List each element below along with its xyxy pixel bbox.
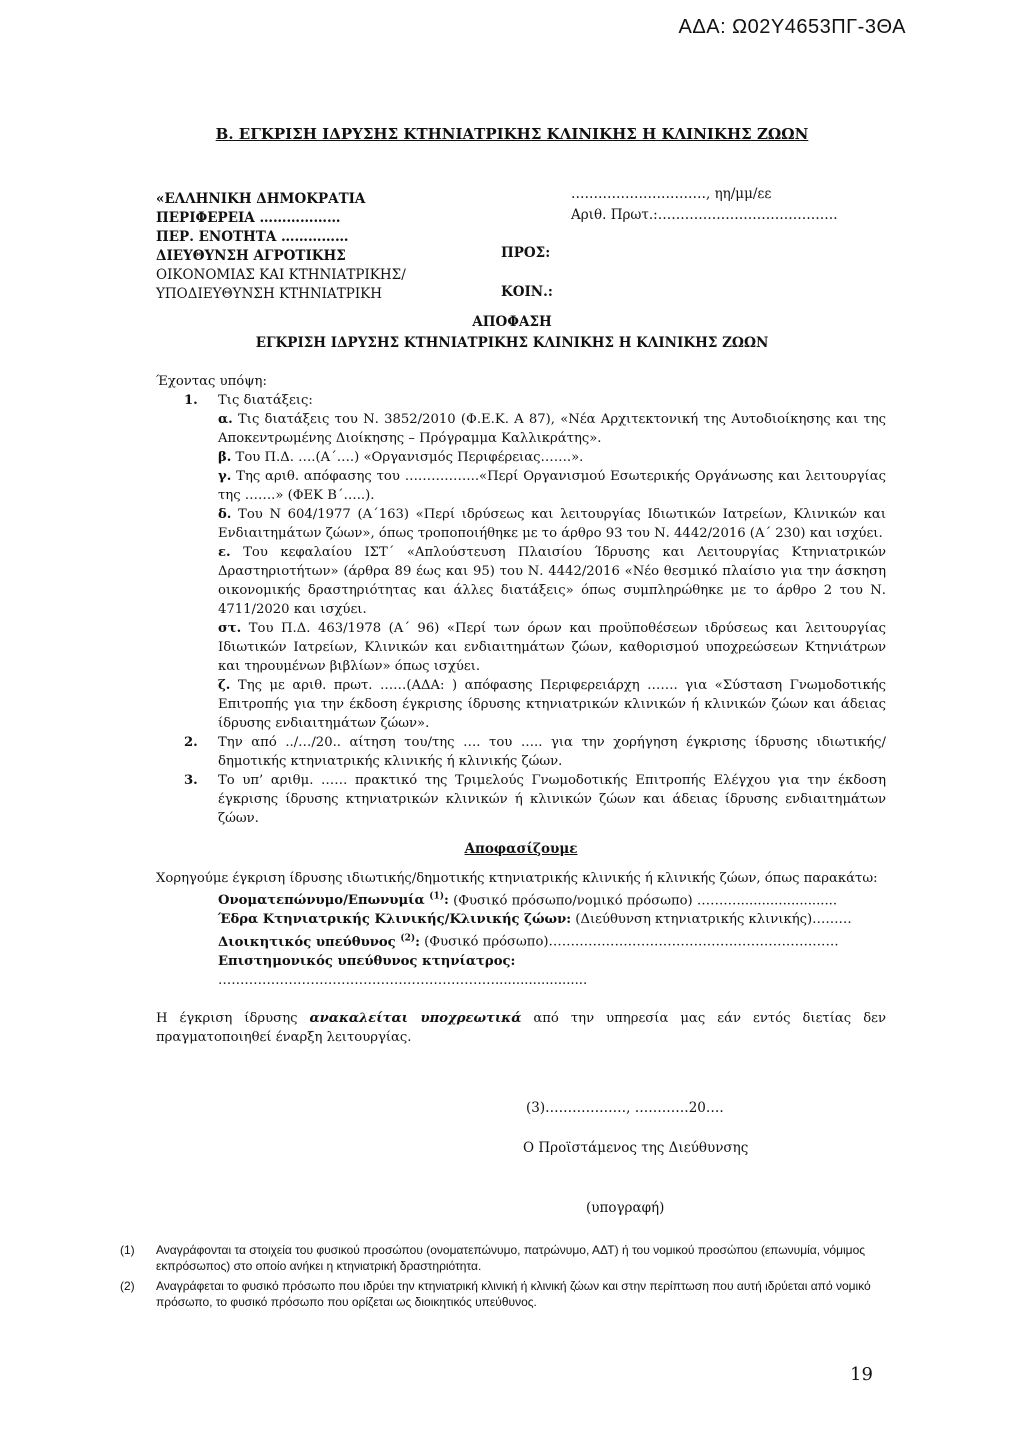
sub-item-letter: α. xyxy=(218,412,233,427)
decision-subtitle: ΕΓΚΡΙΣΗ ΙΔΡΥΣΗΣ ΚΤΗΝΙΑΤΡΙΚΗΣ ΚΛΙΝΙΚΗΣ Η ΚΛΙΝΙΚΗΣ ΖΩΩΝ xyxy=(255,335,769,351)
sub-item-b xyxy=(218,448,886,467)
issuer-line-6: ΥΠΟΔΙΕΥΘΥΝΣΗ ΚΤΗΝΙΑΤΡΙΚΗ xyxy=(156,286,383,302)
issuer-line-1: «ΕΛΛΗΝΙΚΗ ΔΗΜΟΚΡΑΤΙΑ xyxy=(156,191,366,207)
footnote-1 xyxy=(120,1242,880,1274)
footnote-ref: (2) xyxy=(400,933,416,944)
field-label: Έδρα Κτηνιατρικής Κλινικής/Κλινικής ζώων: xyxy=(218,912,572,928)
protocol-line: Αριθ. Πρωτ.:…………………………………. xyxy=(571,207,838,223)
list-item-text: Το υπ’ αριθμ. …… πρακτικό της Τριμελούς Γνωμοδοτικής Επιτροπής Ελέγχου για την έκδοση έγκρισης ίδρυσης κτηνιατρικών κλινικών ή κλινικών ζώων και άδειας ίδρυσης ενδιαιτημάτων ζώων. xyxy=(218,773,886,826)
place-date: (3)………………, …………20…. xyxy=(526,1100,724,1116)
signatory-title: Ο Προϊστάμενος της Διεύθυνσης xyxy=(523,1140,749,1156)
decision-heading xyxy=(0,312,1024,354)
issuer-block xyxy=(156,190,406,304)
sub-item-a xyxy=(218,410,886,448)
sub-item-text: Του Π.Δ. 463/1978 (Α΄ 96) «Περί των όρων και προϋποθέσεων ιδρύσεως και λειτουργίας Ιδιωτικών Ιατρείων, Κλινικών και ενδιαιτημάτων ζώων, καθορισμού υποχρεώσεων Κτηνιάτρων και τηρουμένων βιβλίων» όπως ισχύει. xyxy=(218,621,886,674)
field-value: (Φυσικό πρόσωπο)………………………………………………………… xyxy=(419,934,839,950)
ada-code: ΑΔΑ: Ω02Υ4653ΠΓ-3ΘΑ xyxy=(678,16,906,38)
signature-placeholder: (υπογραφή) xyxy=(586,1200,665,1216)
sub-item-letter: γ. xyxy=(218,469,232,484)
having-regard: Έχοντας υπόψη: xyxy=(156,374,267,389)
footnote-2 xyxy=(120,1278,880,1310)
cc-label: ΚΟΙΝ.: xyxy=(501,284,553,300)
sub-item-letter: δ. xyxy=(218,507,232,522)
list-item-3 xyxy=(156,771,886,828)
recipient-label: ΠΡΟΣ: xyxy=(501,245,551,261)
list-item-text: Την από ../…/20.. αίτηση του/της …. του ….. για την χορήγηση έγκρισης ίδρυσης ιδιωτικής/δημοτικής κτηνιατρικής κλινικής ή κλινικής ζώων. xyxy=(218,735,886,769)
footnote-text: Αναγράφονται τα στοιχεία του φυσικού προσώπου (ονοματεπώνυμο, πατρώνυμο, ΑΔΤ) ή του νομικού προσώπου (επωνυμία, νόμιμος εκπρόσωπος) στο οποίο ανήκει η κτηνιατρική δραστηριότητα. xyxy=(156,1243,866,1273)
revocation-emphasis: ανακαλείται υποχρεωτικά xyxy=(309,1010,522,1026)
issuer-line-3: ΠΕΡ. ΕΝΟΤΗΤΑ …………… xyxy=(156,229,349,245)
sub-item-text: Της με αριθ. πρωτ. ……(ΑΔΑ: ) απόφασης Περιφερειάρχη ……. για «Σύσταση Γνωμοδοτικής Επιτροπής για την έκδοση έγκρισης ίδρυσης κτηνιατρικών κλινικών ή κλινικών ζώων και άδειας ίδρυσης ενδιαιτημάτων ζώων». xyxy=(218,678,886,731)
sub-item-text: Της αριθ. απόφασης του ……………..«Περί Οργανισμού Εσωτερικής Οργάνωσης και λειτουργίας της …….» (ΦΕΚ Β΄…..). xyxy=(218,469,886,503)
sub-item-letter: στ. xyxy=(218,621,242,636)
footnote-ref: (1) xyxy=(429,892,445,902)
we-decide-heading: Αποφασίζουμε xyxy=(464,841,578,857)
revocation-text: Η έγκριση ίδρυσης ανακαλείται υποχρεωτικά από την υπηρεσία μας εάν εντός διετίας δεν πραγματοποιηθεί έναρξη λειτουργίας. xyxy=(156,1010,886,1045)
field-label: Διοικητικός υπεύθυνος $^{(2)}$: xyxy=(218,933,420,950)
sub-item-d xyxy=(218,505,886,543)
grant-text: Χορηγούμε έγκριση ίδρυσης ιδιωτικής/δημοτικής κτηνιατρικής κλινικής ή κλινικής ζώων, όπως παρακάτω: xyxy=(156,871,878,886)
page-number: 19 xyxy=(850,1364,873,1385)
footnote-mark: (2) xyxy=(120,1279,135,1293)
sub-item-letter: ζ. xyxy=(218,678,231,693)
field-scientific-vet xyxy=(218,952,886,990)
field-value: (Φυσικό πρόσωπο/νομικό πρόσωπο) ………........................ xyxy=(448,893,838,909)
list-item-number: 1. xyxy=(184,393,198,408)
sub-item-e xyxy=(218,543,886,619)
field-value: ………………………………………………………...................... xyxy=(218,972,588,988)
list-item-text: Τις διατάξεις: xyxy=(218,393,313,408)
field-clinic-seat xyxy=(218,910,886,929)
decision-title: ΑΠΟΦΑΣΗ xyxy=(472,314,552,330)
field-value: (Διεύθυνση κτηνιατρικής κλινικής)……… xyxy=(571,912,852,928)
sub-item-letter: β. xyxy=(218,450,232,465)
issuer-line-5: ΟΙΚΟΝΟΜΙΑΣ ΚΑΙ ΚΤΗΝΙΑΤΡΙΚΗΣ/ xyxy=(156,267,406,283)
sub-item-letter: ε. xyxy=(218,545,231,560)
date-protocol-block xyxy=(571,184,838,226)
sub-item-c xyxy=(218,467,886,505)
footnote-text: Αναγράφεται το φυσικό πρόσωπο που ιδρύει την κτηνιατρική κλινική ή κλινική ζώων και στην περίπτωση που αυτή ιδρύεται από νομικό πρόσωπο, το φυσικό πρόσωπο που ορίζεται ως διοικητικός υπεύθυνος. xyxy=(156,1279,871,1309)
sub-item-text: Του Π.Δ. ….(Α΄….) «Οργανισμός Περιφέρειας…….». xyxy=(231,450,584,465)
field-owner xyxy=(218,888,886,910)
date-line: …………………………, ηη/μμ/εε xyxy=(571,186,772,202)
footnote-mark: (1) xyxy=(120,1243,135,1257)
sub-item-text: Του Ν 604/1977 (Α΄163) «Περί ιδρύσεως και λειτουργίας Ιδιωτικών Ιατρείων, Κλινικών και Ενδιαιτημάτων ζώων», όπως τροποποιήθηκε με το άρθρο 93 του Ν. 4442/2016 (Α΄ 230) και ισχύει. xyxy=(218,507,886,541)
sub-item-text: Του κεφαλαίου ΙΣΤ΄ «Απλούστευση Πλαισίου Ίδρυσης και Λειτουργίας Κτηνιατρικών Δραστηριοτήτων» (άρθρα 89 έως και 95) του Ν. 4442/2016 «Νέο θεσμικό πλαίσιο για την άσκηση οικονομικής δραστηριότητας και άλλες διατάξεις» όπως συμπληρώθηκε με το άρθρο 2 του Ν. 4711/2020 και ισχύει. xyxy=(218,545,886,617)
section-title: Β. ΕΓΚΡΙΣΗ ΙΔΡΥΣΗΣ ΚΤΗΝΙΑΤΡΙΚΗΣ ΚΛΙΝΙΚΗΣ Η ΚΛΙΝΙΚΗΣ ΖΩΩΝ xyxy=(215,125,809,143)
field-admin-responsible xyxy=(218,929,886,951)
document-body xyxy=(156,372,886,1047)
sub-item-text: Τις διατάξεις του Ν. 3852/2010 (Φ.Ε.Κ. Α 87), «Νέα Αρχιτεκτονική της Αυτοδιοίκησης και της Αποκεντρωμένης Διοίκησης – Πρόγραμμα Καλλικράτης». xyxy=(218,412,886,446)
issuer-line-2: ΠΕΡΙΦΕΡΕΙΑ ……………… xyxy=(156,210,341,226)
list-item-number: 3. xyxy=(184,773,198,788)
field-label: Επιστημονικός υπεύθυνος κτηνίατρος: xyxy=(218,953,516,969)
sub-item-st xyxy=(218,619,886,676)
field-label: Ονοματεπώνυμο/Επωνυμία $^{(1)}$: xyxy=(218,892,449,909)
list-item-1 xyxy=(156,391,886,410)
list-item-number: 2. xyxy=(184,735,198,750)
sub-item-z xyxy=(218,676,886,733)
issuer-line-4: ΔΙΕΥΘΥΝΣΗ ΑΓΡΟΤΙΚΗΣ xyxy=(156,248,346,264)
list-item-2 xyxy=(156,733,886,771)
